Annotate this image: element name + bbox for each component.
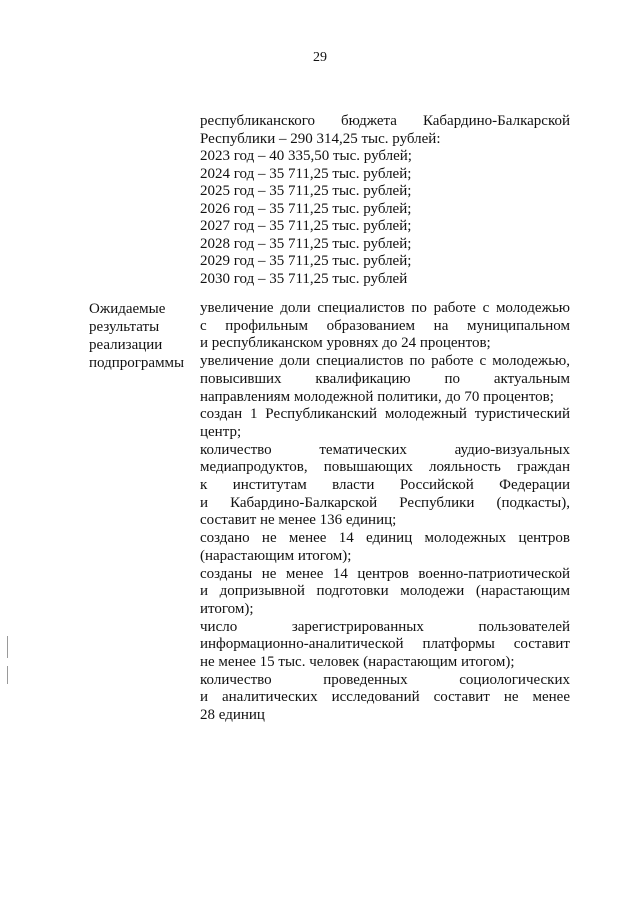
budget-year-line: 2025 год – 35 711,25 тыс. рублей; — [200, 183, 412, 199]
results-line: создан 1 Республиканский молодежный туристический — [200, 406, 570, 423]
scan-edge-mark — [7, 666, 8, 684]
results-label-line: результаты — [89, 319, 160, 335]
budget-line: республиканского бюджета Кабардино-Балкарской — [200, 113, 570, 129]
scan-edge-mark — [7, 636, 8, 658]
budget-year-line: 2027 год – 35 711,25 тыс. рублей; — [200, 218, 412, 234]
results-line: и Кабардино-Балкарской Республики (подкасты), — [200, 494, 570, 511]
results-line: и допризывной подготовки молодежи (нарастающим — [200, 583, 570, 600]
results-line: к институтам власти Российской Федерации — [200, 477, 570, 494]
budget-year-line: 2026 год – 35 711,25 тыс. рублей; — [200, 200, 412, 217]
budget-text-block — [200, 113, 570, 288]
results-line: и аналитических исследований составит не менее — [200, 689, 570, 706]
results-label-line: подпрограммы — [89, 355, 185, 371]
results-line: информационно-аналитической платформы составит — [200, 636, 570, 653]
results-line: повысивших квалификацию по актуальным — [200, 370, 570, 387]
page-number: 29 — [313, 50, 327, 65]
results-label-line: реализации — [89, 337, 163, 353]
results-line: созданы не менее 14 центров военно-патриотической — [200, 565, 570, 582]
results-label-line: Ожидаемые — [89, 301, 166, 317]
budget-line: Республики – 290 314,25 тыс. рублей: — [200, 130, 441, 147]
results-line: количество проведенных социологических — [200, 671, 570, 688]
results-line: направлениям молодежной политики, до 70 процентов; — [200, 388, 554, 405]
budget-year-line: 2029 год – 35 711,25 тыс. рублей; — [200, 253, 412, 269]
results-line: составит не менее 136 единиц; — [200, 512, 397, 529]
results-line: 28 единиц — [200, 707, 265, 724]
results-line: не менее 15 тыс. человек (нарастающим итогом); — [200, 654, 515, 671]
budget-year-line: 2024 год – 35 711,25 тыс. рублей; — [200, 165, 412, 182]
results-line: и республиканском уровнях до 24 процентов; — [200, 335, 491, 352]
results-line: итогом); — [200, 600, 254, 617]
budget-year-line: 2030 год – 35 711,25 тыс. рублей — [200, 270, 408, 287]
results-line: количество тематических аудио-визуальных — [200, 441, 570, 458]
budget-year-line: 2023 год – 40 335,50 тыс. рублей; — [200, 148, 412, 164]
results-label — [89, 300, 197, 372]
results-line: центр; — [200, 423, 242, 440]
results-text-block — [200, 300, 570, 725]
results-line: число зарегистрированных пользователей — [200, 618, 570, 635]
budget-year-line: 2028 год – 35 711,25 тыс. рублей; — [200, 235, 412, 252]
results-line: (нарастающим итогом); — [200, 547, 352, 564]
results-line: медиапродуктов, повышающих лояльность граждан — [200, 459, 570, 476]
results-line: с профильным образованием на муниципальном — [200, 317, 570, 334]
results-line: создано не менее 14 единиц молодежных центров — [200, 530, 570, 547]
results-line: увеличение доли специалистов по работе с молодежью, — [200, 353, 570, 370]
results-line: увеличение доли специалистов по работе с молодежью — [200, 300, 570, 316]
